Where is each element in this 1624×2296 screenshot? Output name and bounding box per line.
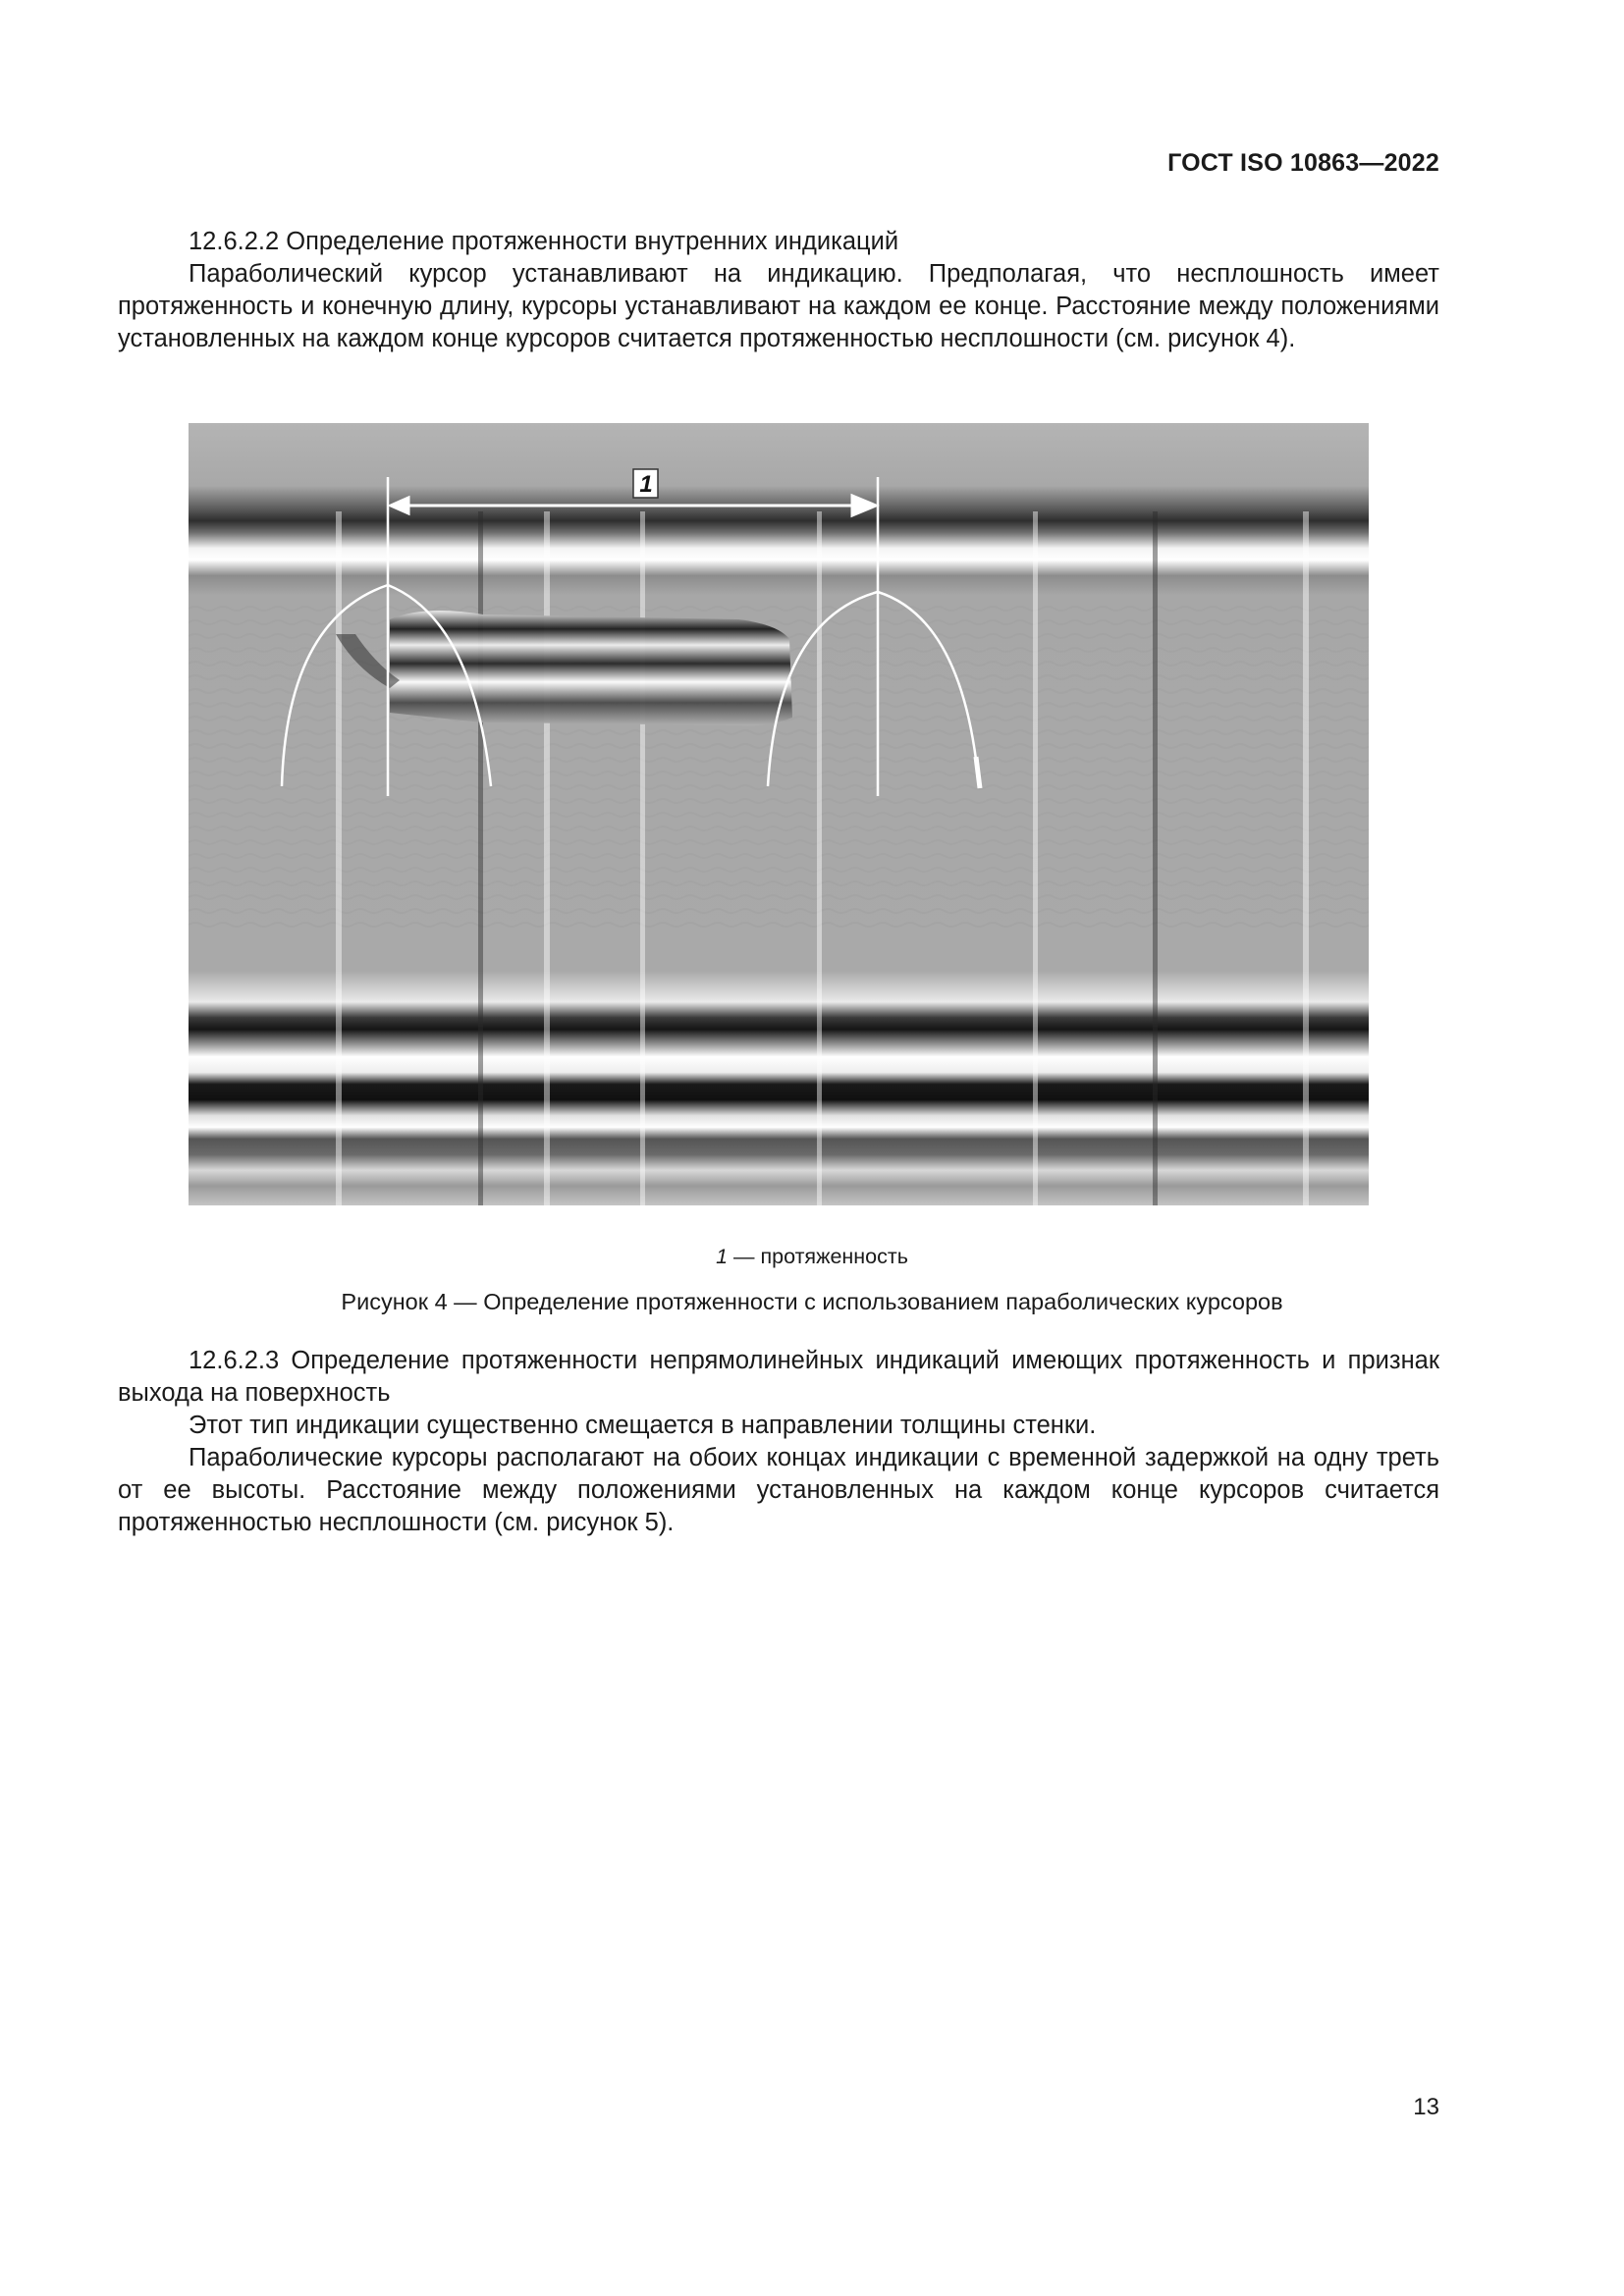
page-number: 13 — [1413, 2094, 1439, 2120]
document-standard-id: ГОСТ ISO 10863—2022 — [1167, 149, 1439, 177]
section-paragraph: Параболический курсор устанавливают на индикацию. Предполагая, что несплошность имеет протяженность и конечную длину, курсоры устанавливают на каждом ее конце. Расстояние между положениями установленных на каждом конце курсоров считается протяженностью несплошности (см. рисунок 4). — [118, 260, 1439, 352]
figure-4-ultrasonic-scan — [189, 423, 1369, 1205]
section-12-6-2-3 — [118, 1345, 1439, 1539]
marker-label: 1 — [639, 471, 653, 498]
length-marker — [633, 469, 658, 498]
indication-echo — [390, 611, 792, 725]
figure-legend — [0, 1245, 1624, 1269]
legend-text: — протяженность — [728, 1245, 908, 1268]
section-paragraph: Этот тип индикации существенно смещается в направлении толщины стенки. — [189, 1412, 1097, 1439]
section-12-6-2-2 — [118, 226, 1439, 355]
legend-number: 1 — [716, 1245, 729, 1268]
section-heading: 12.6.2.2 Определение протяженности внутренних индикаций — [189, 228, 899, 255]
section-paragraph: Параболические курсоры располагают на обоих концах индикации с временной задержкой на одну треть от ее высоты. Расстояние между положениями установленных на каждом конце курсоров считается протяженностью несплошности (см. рисунок 5). — [118, 1444, 1439, 1536]
figure-caption: Рисунок 4 — Определение протяженности с использованием параболических курсоров — [341, 1289, 1283, 1314]
section-heading: 12.6.2.3 Определение протяженности непрямолинейных индикаций имеющих протяженность и признак выхода на поверхность — [118, 1347, 1439, 1407]
